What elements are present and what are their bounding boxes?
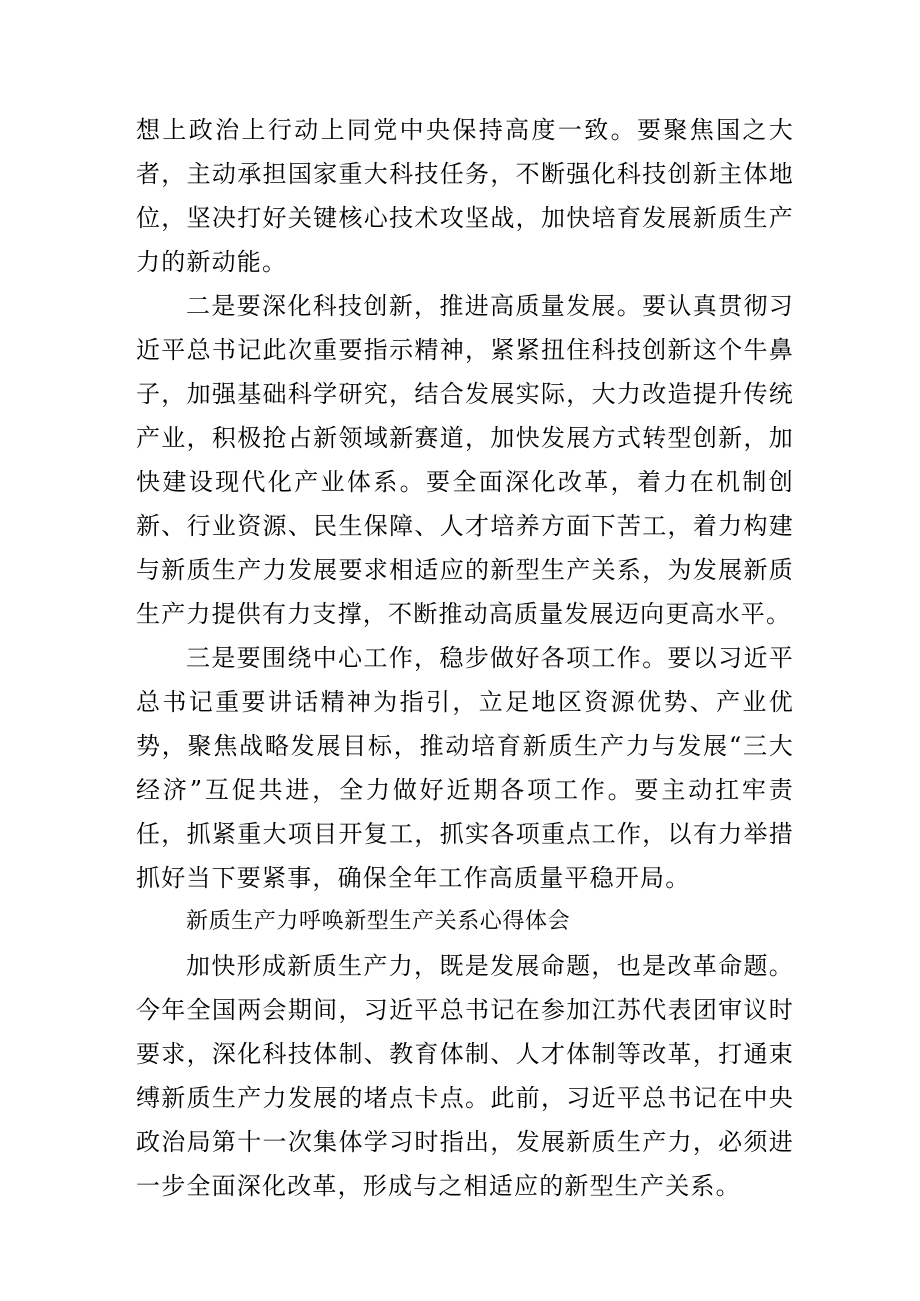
body-paragraph-continued: 想上政治上行动上同党中央保持高度一致。要聚焦国之大者，主动承担国家重大科技任务，不断强化科技创新主体地位，坚决打好关键核心技术攻坚战，加快培育发展新质生产力的新动能。 (136, 116, 794, 276)
body-paragraph-point-two: 二是要深化科技创新，推进高质量发展。要认真贯彻习近平总书记此次重要指示精神，紧紧扭住科技创新这个牛鼻子，加强基础科学研究，结合发展实际，大力改造提升传统产业，积极抢占新领域新赛道，加快发展方式转型创新，加快建设现代化产业体系。要全面深化改革，着力在机制创新、行业资源、民生保障、人才培养方面下苦工，着力构建与新质生产力发展要求相适应的新型生产关系，为发展新质生产力提供有力支撑，不断推动高质量发展迈向更高水平。 (136, 292, 794, 628)
section-paragraph: 加快形成新质生产力，既是发展命题，也是改革命题。今年全国两会期间，习近平总书记在参加江苏代表团审议时要求，深化科技体制、教育体制、人才体制等改革，打通束缚新质生产力发展的堵点卡点。此前，习近平总书记在中央政治局第十一次集体学习时指出，发展新质生产力，必须进一步全面深化改革，形成与之相适应的新型生产关系。 (136, 952, 794, 1200)
body-paragraph-point-three: 三是要围绕中心工作，稳步做好各项工作。要以习近平总书记重要讲话精神为指引，立足地区资源优势、产业优势，聚焦战略发展目标，推动培育新质生产力与发展“三大经济”互促共进，全力做好近期各项工作。要主动扛牢责任，抓紧重大项目开复工，抓实各项重点工作，以有力举措抓好当下要紧事，确保全年工作高质量平稳开局。 (136, 644, 794, 892)
section-title: 新质生产力呼唤新型生产关系心得体会 (186, 909, 571, 934)
document-body (136, 108, 794, 1208)
